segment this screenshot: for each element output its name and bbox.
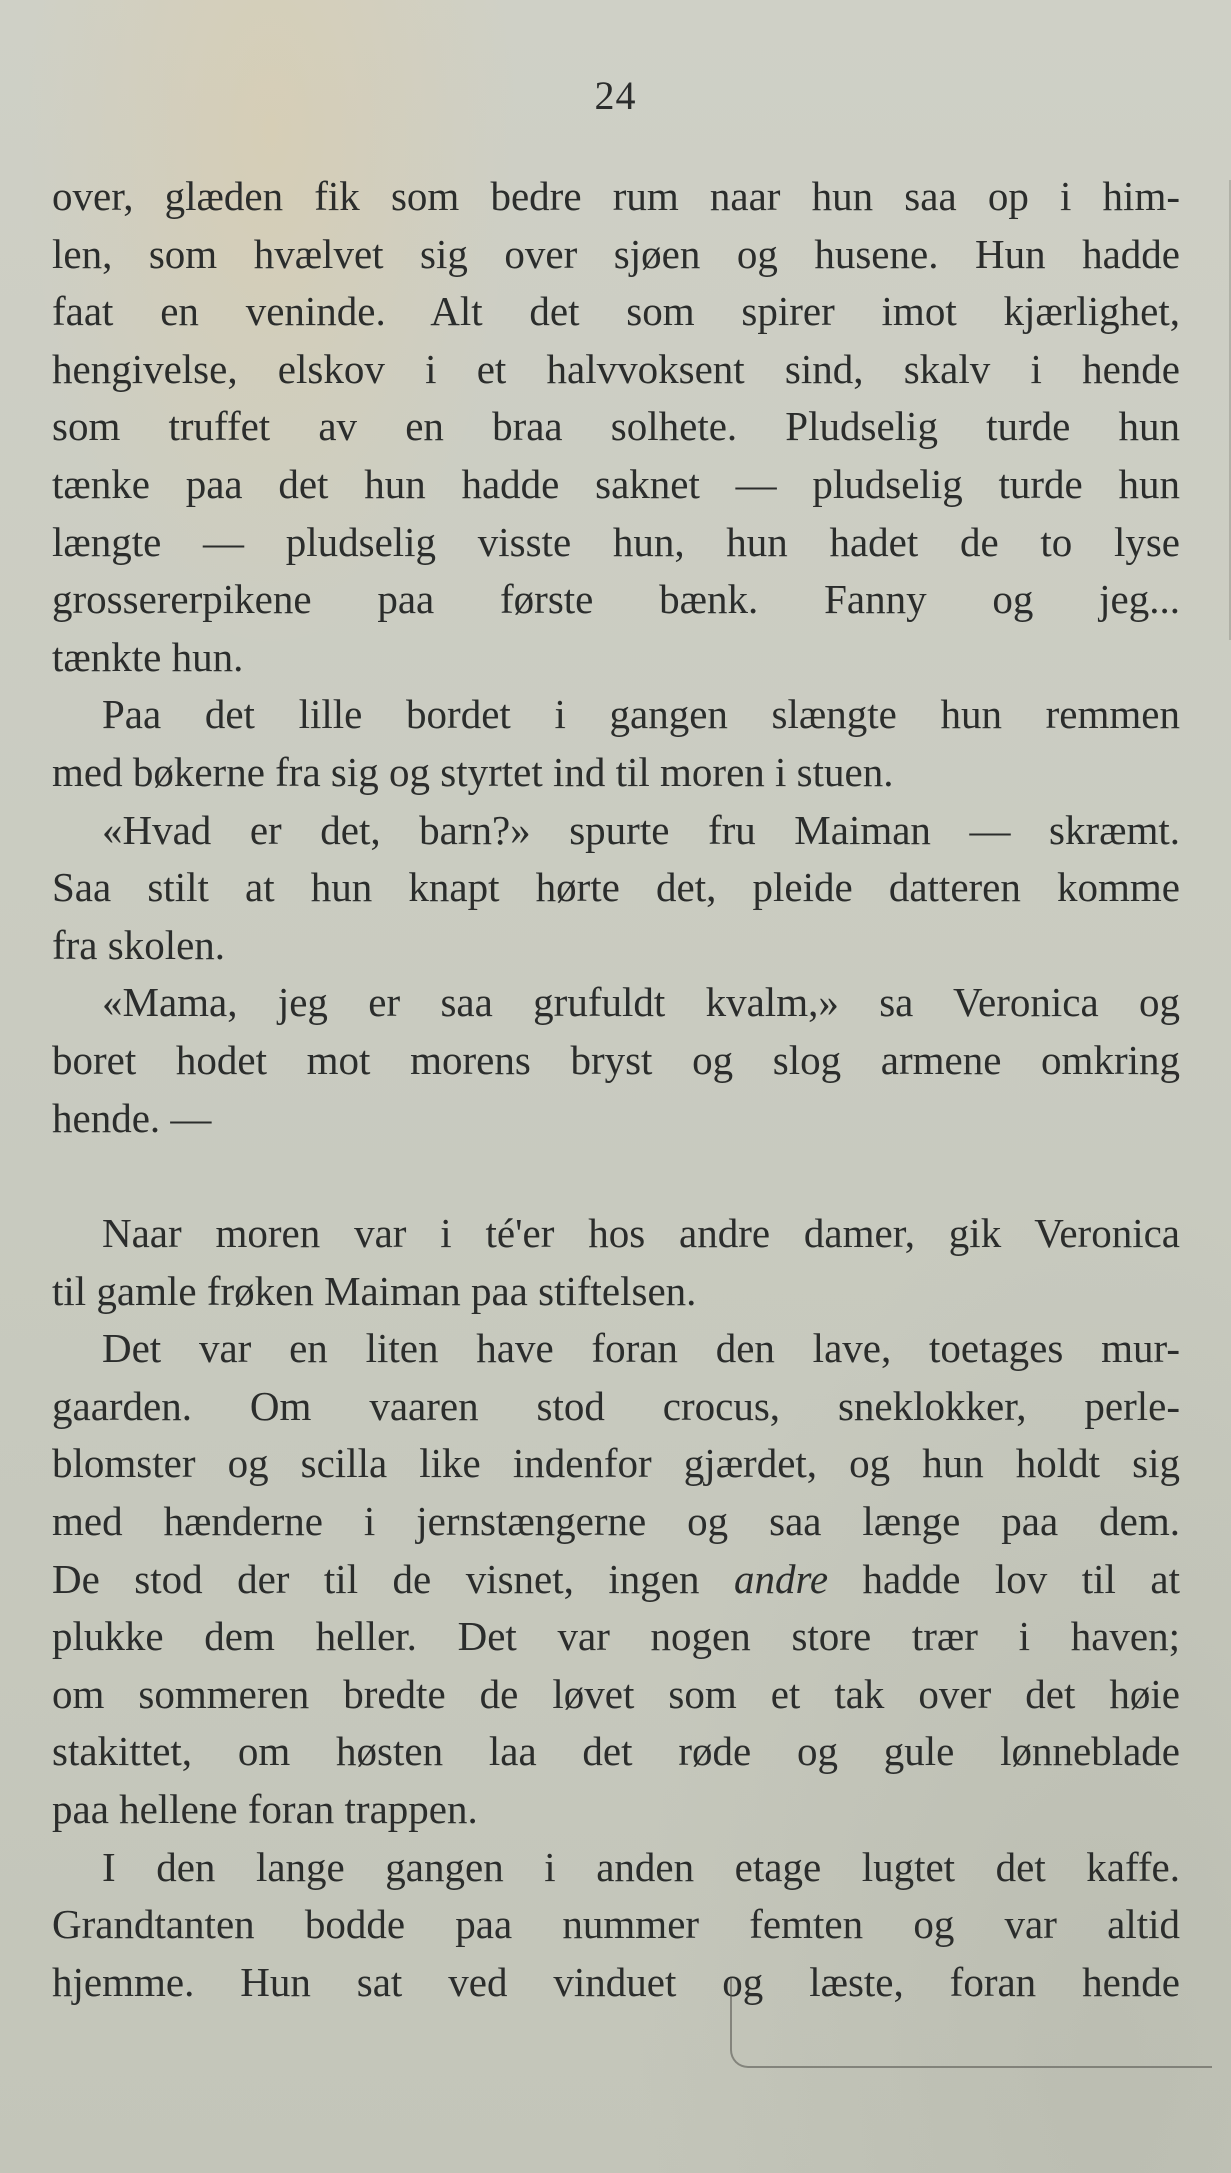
text-line: «Hvad er det, barn?» spurte fru Maiman — skræmt. (102, 806, 1180, 853)
text-line: Saa stilt at hun knapt hørte det, pleide datteren komme (52, 864, 1180, 911)
text-segment: De stod der til de visnet, ingen (52, 1555, 700, 1602)
text-line-with-emphasis (52, 1551, 1180, 1609)
paragraph (52, 1205, 1180, 1320)
text-line: hende. — (52, 1094, 212, 1141)
text-line: med bøkerne fra sig og styrtet ind til moren i stuen. (52, 748, 894, 795)
text-line: gaarden. Om vaaren stod crocus, sneklokker, perle- (52, 1382, 1180, 1429)
text-line: «Mama, jeg er saa grufuldt kvalm,» sa Veronica og (102, 979, 1180, 1026)
paragraph (52, 686, 1180, 801)
text-line: Paa det lille bordet i gangen slængte hun remmen (102, 691, 1180, 738)
paragraph (52, 1320, 1180, 1838)
text-line: hengivelse, elskov i et halvvoksent sind, skalv i hende (52, 345, 1180, 392)
text-line: grossererpikene paa første bænk. Fanny og jeg... (52, 576, 1180, 623)
text-line: len, som hvælvet sig over sjøen og husene. Hun hadde (52, 230, 1180, 277)
text-line: tænke paa det hun hadde saknet — pludselig turde hun (52, 460, 1180, 507)
text-line: Det var en liten have foran den lave, toetages mur- (102, 1325, 1180, 1372)
paragraph (52, 974, 1180, 1147)
text-line: stakittet, om høsten laa det røde og gule lønneblade (52, 1728, 1180, 1775)
text-line: fra skolen. (52, 921, 226, 968)
body-text (52, 168, 1180, 2011)
page-number: 24 (594, 73, 637, 118)
text-segment: hadde lov til at (862, 1555, 1180, 1602)
text-line: I den lange gangen i anden etage lugtet det kaffe. (102, 1843, 1180, 1890)
paper-crease-mark (730, 1978, 1212, 2068)
paragraph (52, 168, 1180, 686)
text-line: faat en veninde. Alt det som spirer imot kjærlighet, (52, 288, 1180, 335)
text-line: paa hellene foran trappen. (52, 1786, 478, 1833)
paragraph (52, 802, 1180, 975)
text-line: tænkte hun. (52, 633, 244, 680)
text-line: plukke dem heller. Det var nogen store trær i haven; (52, 1613, 1180, 1660)
text-line: blomster og scilla like indenfor gjærdet, og hun holdt sig (52, 1440, 1180, 1487)
text-line: længte — pludselig visste hun, hun hadet de to lyse (52, 518, 1180, 565)
text-line: over, glæden fik som bedre rum naar hun saa op i him- (52, 173, 1180, 219)
page-edge-shadow (1209, 180, 1231, 640)
emphasized-word: andre (733, 1555, 829, 1602)
text-line: om sommeren bredte de løvet som et tak over det høie (52, 1670, 1180, 1717)
text-line: hjemme. Hun sat ved vinduet og læste, foran hende (52, 1958, 1180, 2005)
text-line: boret hodet mot morens bryst og slog armene omkring (52, 1036, 1180, 1083)
text-line: til gamle frøken Maiman paa stiftelsen. (52, 1267, 697, 1314)
text-line: som truffet av en braa solhete. Pludselig turde hun (52, 403, 1180, 450)
text-line: Naar moren var i té'er hos andre damer, gik Veronica (102, 1210, 1180, 1257)
section-break (52, 1147, 1180, 1205)
text-line: med hænderne i jernstængerne og saa længe paa dem. (52, 1498, 1180, 1545)
text-line: Grandtanten bodde paa nummer femten og var altid (52, 1901, 1180, 1948)
